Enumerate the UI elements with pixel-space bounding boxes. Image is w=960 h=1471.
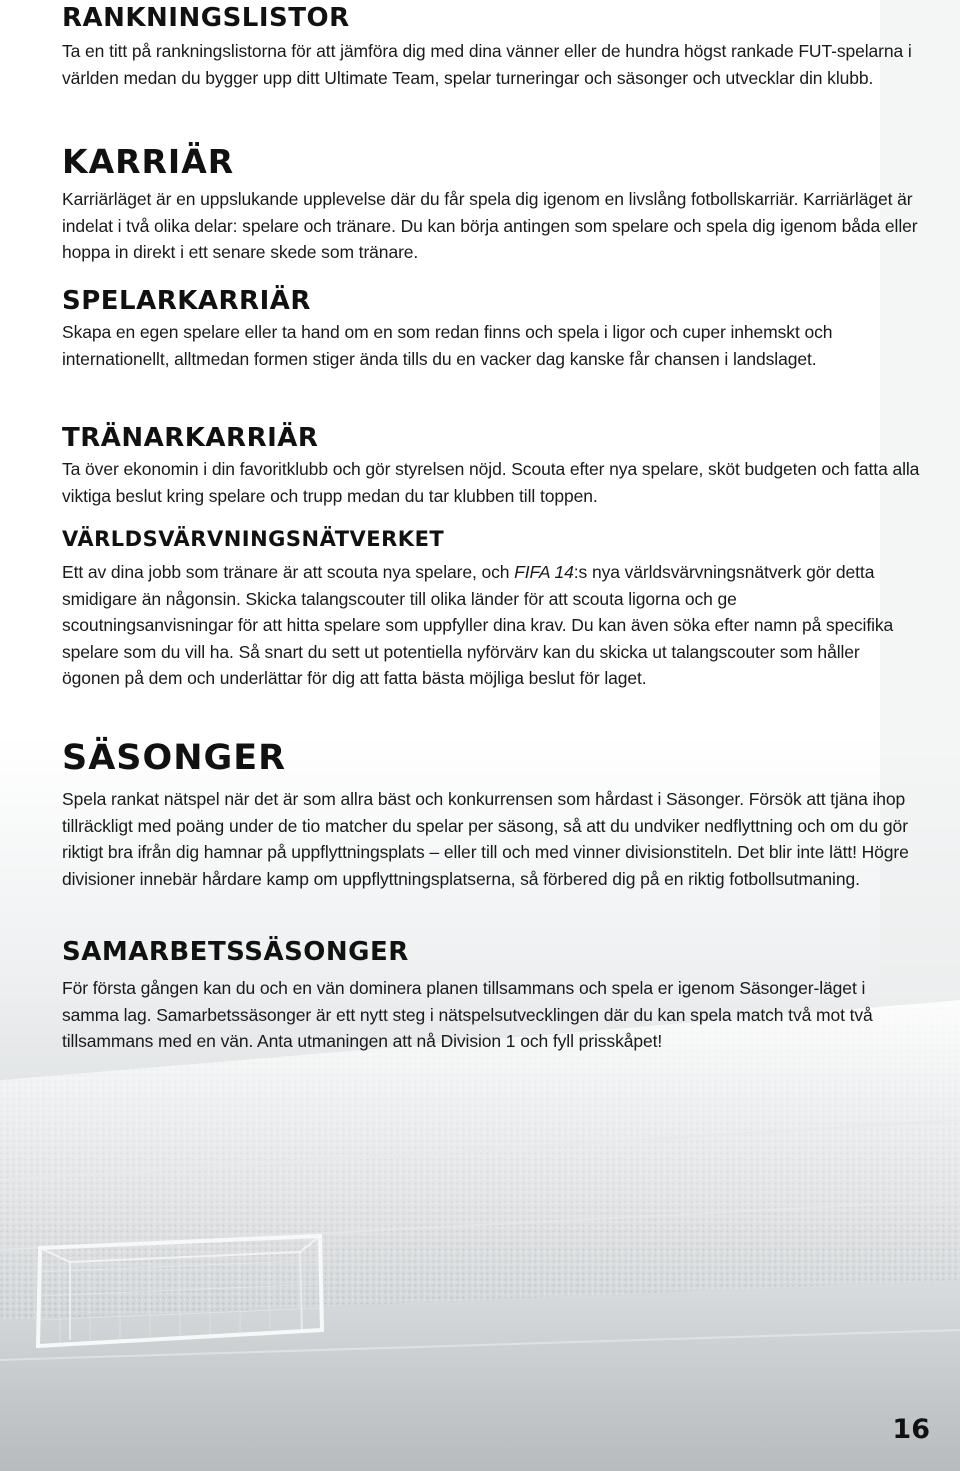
heading-samarbetssasonger: SAMARBETSSÄSONGER xyxy=(62,937,409,967)
paragraph-tranarkarriar: Ta över ekonomin i din favoritklubb och gör styrelsen nöjd. Scouta efter nya spelare, sköt budgeten och fatta alla viktiga beslut kring spelare och trupp medan du tar klubben till toppen. xyxy=(62,459,920,506)
paragraph-part: Ett av dina jobb som tränare är att scouta nya spelare, och xyxy=(62,562,515,582)
paragraph-rankningslistor: Ta en titt på rankningslistorna för att jämföra dig med dina vänner eller de hundra högst rankade FUT-spelarna i världen medan du bygger upp ditt Ultimate Team, spelar turneringar och säsonger och utvecklar din klubb. xyxy=(62,41,912,88)
heading-sasonger: SÄSONGER xyxy=(62,738,287,778)
paragraph-sasonger: Spela rankat nätspel när det är som allra bäst och konkurrensen som hårdast i Säsonger. Försök att tjäna ihop tillräckligt med poäng under de tio matcher du spelar per säsong, så att du undviker nedflyttning och om du gör riktigt bra ifrån dig hamnar på uppflyttningsplats – eller till och med vinner divisionstiteln. Det blir inte lätt! Högre divisioner innebär hårdare kamp om uppflyttningsplatserna, så förbered dig på en riktig fotbollsutmaning. xyxy=(62,789,909,889)
page-number: 16 xyxy=(892,1414,930,1445)
heading-varldsvarvningsnatverket: VÄRLDSVÄRVNINGSNÄTVERKET xyxy=(62,527,445,551)
paragraph-part: :s nya världsvärvningsnätverk gör detta smidigare än någonsin. Skicka talangscouter till olika länder för att scouta ligorna och ge scoutningsanvisningar för att hitta spelare som uppfyller dina krav. Du kan även söka efter namn på specifika spelare som du vill ha. Så snart du sett ut potentiella nyförvärv kan du skicka ut talangscouter som håller ögonen på dem och underlättar för dig att fatta bästa möjliga beslut för laget. xyxy=(62,562,894,688)
heading-rankningslistor: RANKNINGSLISTOR xyxy=(62,3,350,33)
heading-karriar: KARRIÄR xyxy=(62,142,235,181)
paragraph-varldsvarvningsnatverket xyxy=(62,559,897,692)
paragraph-spelarkarriar: Skapa en egen spelare eller ta hand om en som redan finns och spela i ligor och cuper inhemskt och internationellt, alltmedan formen stiger ända tills du en vacker dag kanske får chansen i landslaget. xyxy=(62,322,833,369)
heading-tranarkarriar: TRÄNARKARRIÄR xyxy=(62,423,319,453)
game-title: FIFA 14 xyxy=(514,562,574,582)
paragraph-karriar: Karriärläget är en uppslukande upplevelse där du får spela dig igenom en livslång fotbollskarriär. Karriärläget är indelat i två olika delar: spelare och tränare. Du kan börja antingen som spelare och spela dig igenom båda eller hoppa in direkt i ett senare skede som tränare. xyxy=(62,189,918,262)
heading-spelarkarriar: SPELARKARRIÄR xyxy=(62,286,311,316)
paragraph-samarbetssasonger: För första gången kan du och en vän dominera planen tillsammans och spela er igenom Säsonger-läget i samma lag. Samarbetssäsonger är ett nytt steg i nätspelsutvecklingen där du kan spela match två mot två tillsammans med en vän. Anta utmaningen att nå Division 1 och fyll prisskåpet! xyxy=(62,978,873,1051)
